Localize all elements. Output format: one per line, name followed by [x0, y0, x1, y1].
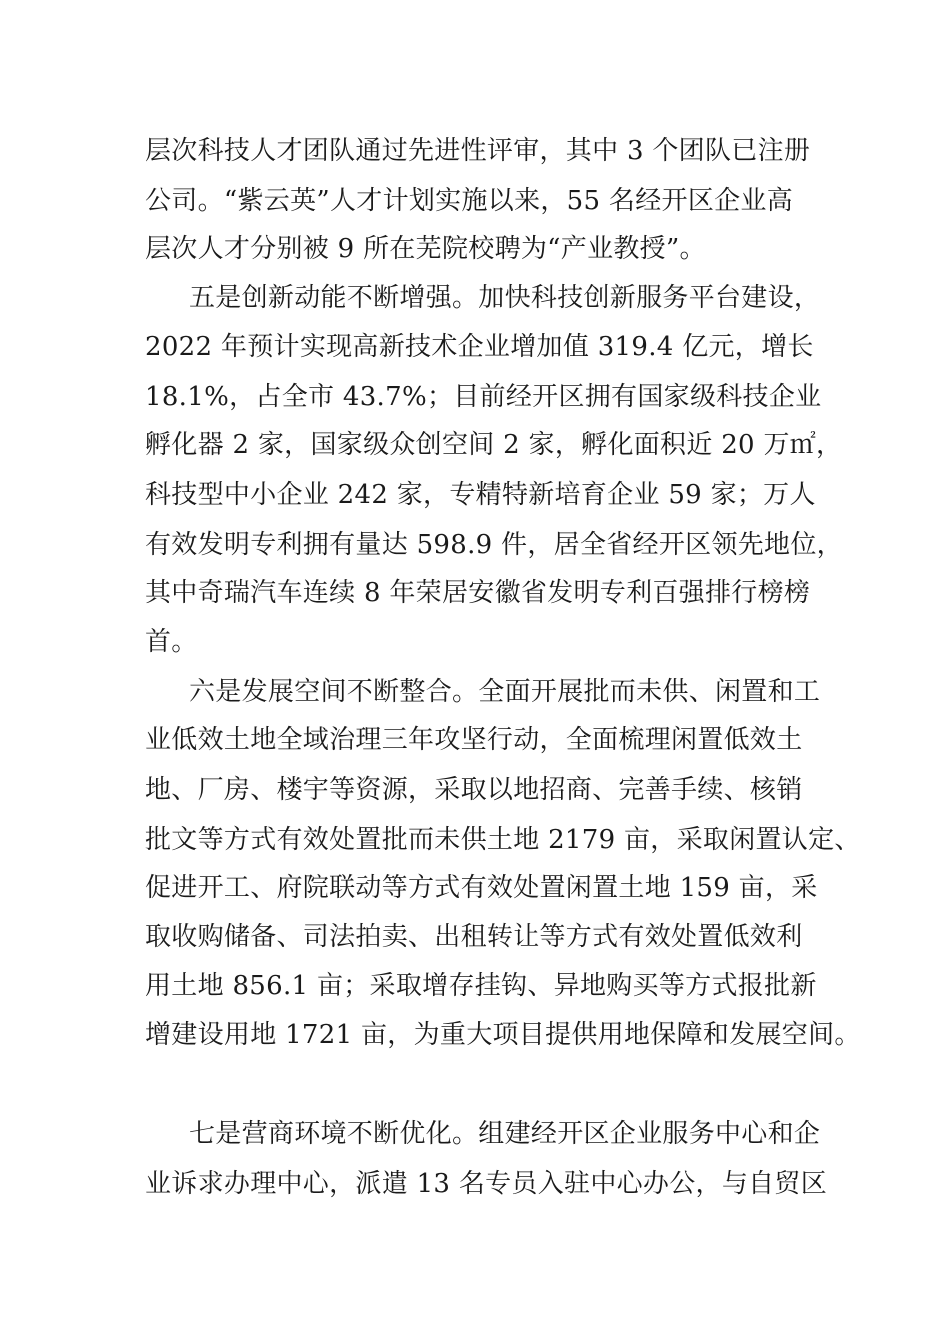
paragraph-heading-line: 六是发展空间不断整合。全面开展批而未供、闲置和工: [189, 677, 821, 707]
paragraph-heading-line: 五是创新动能不断增强。加快科技创新服务平台建设，: [189, 283, 821, 313]
text-line: 促进开工、府院联动等方式有效处置闲置土地 159 亩，采: [145, 873, 818, 903]
text-line: 孵化器 2 家，国家级众创空间 2 家，孵化面积近 20 万㎡，: [145, 430, 843, 460]
text-line: 公司。“紫云英”人才计划实施以来，55 名经开区企业高: [145, 186, 794, 216]
text-line: 取收购储备、司法拍卖、出租转让等方式有效处置低效利: [145, 922, 803, 952]
text-line: 批文等方式有效处置批而未供土地 2179 亩，采取闲置认定、: [145, 825, 861, 855]
text-line: 增建设用地 1721 亩，为重大项目提供用地保障和发展空间。: [145, 1020, 861, 1050]
text-line: 2022 年预计实现高新技术企业增加值 319.4 亿元，增长: [145, 332, 814, 362]
text-line: 层次人才分别被 9 所在芜院校聘为“产业教授”。: [145, 234, 706, 264]
text-line: 科技型中小企业 242 家，专精特新培育企业 59 家；万人: [145, 480, 816, 510]
text-line: 业低效土地全域治理三年攻坚行动，全面梳理闲置低效土: [145, 725, 803, 755]
text-line: 有效发明专利拥有量达 598.9 件，居全省经开区领先地位，: [145, 530, 843, 560]
text-line: 业诉求办理中心，派遣 13 名专员入驻中心办公，与自贸区: [145, 1169, 828, 1199]
text-line: 用土地 856.1 亩；采取增存挂钩、异地购买等方式报批新: [145, 971, 817, 1001]
paragraph-heading-line: 七是营商环境不断优化。组建经开区企业服务中心和企: [189, 1119, 821, 1149]
text-line: 18.1%，占全市 43.7%；目前经开区拥有国家级科技企业: [145, 382, 822, 412]
text-line: 地、厂房、楼宇等资源，采取以地招商、完善手续、核销: [145, 775, 803, 805]
text-line: 其中奇瑞汽车连续 8 年荣居安徽省发明专利百强排行榜榜: [145, 578, 811, 608]
text-line: 首。: [145, 627, 198, 657]
text-line: 层次科技人才团队通过先进性评审，其中 3 个团队已注册: [145, 136, 811, 166]
